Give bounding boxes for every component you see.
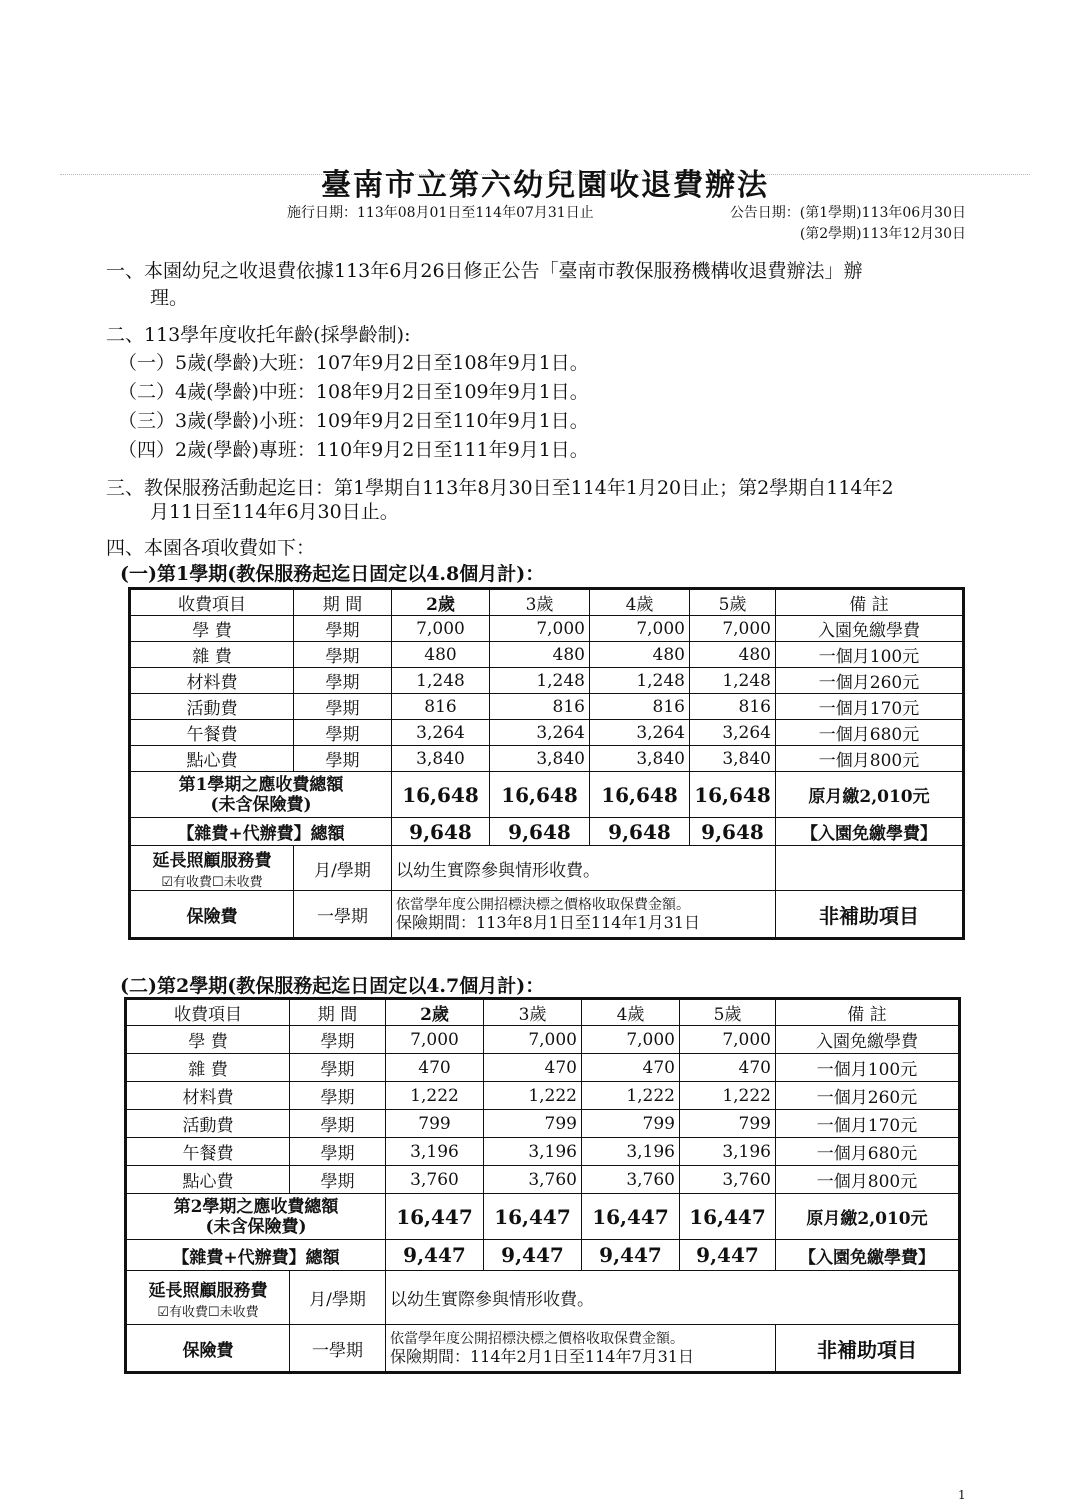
table-row	[130, 720, 964, 746]
header-cell: 4歲	[582, 999, 680, 1026]
header-cell: 5歲	[680, 999, 776, 1026]
fee-period: 學期	[294, 694, 392, 720]
fee-4yr: 1,248	[590, 668, 690, 694]
term2-fee-table	[124, 997, 961, 1374]
fee-2yr: 1,222	[386, 1082, 484, 1110]
fee-period: 學期	[290, 1166, 386, 1194]
table-header-row	[126, 999, 960, 1026]
fee-3yr: 799	[484, 1110, 582, 1138]
fee-item: 活動費	[130, 694, 294, 720]
total-5yr: 16,648	[690, 772, 776, 818]
fee-period: 學期	[290, 1082, 386, 1110]
table-row	[130, 668, 964, 694]
fee-2yr: 3,264	[392, 720, 490, 746]
fee-4yr: 799	[582, 1110, 680, 1138]
total-label-line2: (未含保險費)	[205, 1216, 307, 1237]
fee-5yr: 7,000	[690, 616, 776, 642]
table-row	[126, 1082, 960, 1110]
fee-item: 雜 費	[130, 642, 294, 668]
extended-care-row	[126, 1271, 960, 1325]
fee-3yr: 3,264	[490, 720, 590, 746]
header-cell: 備 註	[776, 999, 960, 1026]
fee-5yr: 3,760	[680, 1166, 776, 1194]
table-row	[130, 616, 964, 642]
section1-line2: 理。	[150, 287, 189, 309]
section4-head: 四、本園各項收費如下：	[106, 537, 316, 559]
insurance-row	[126, 1325, 960, 1373]
page-number: 1	[958, 1488, 966, 1502]
fee-period: 學期	[294, 746, 392, 772]
fee-2yr: 470	[386, 1054, 484, 1082]
fee-item: 雜 費	[126, 1054, 290, 1082]
section2-item: （四）2歲(學齡)專班：110年9月2日至111年9月1日。	[118, 439, 589, 461]
fee-period: 學期	[294, 642, 392, 668]
total-4yr: 16,648	[590, 772, 690, 818]
total-row	[130, 772, 964, 818]
total-3yr: 16,447	[484, 1194, 582, 1240]
section1-line1: 一、本園幼兒之收退費依據113年6月26日修正公告「臺南市教保服務機構收退費辦法」辦	[106, 260, 863, 282]
table-row	[126, 1026, 960, 1054]
fee-4yr: 480	[590, 642, 690, 668]
total-2yr: 16,648	[392, 772, 490, 818]
fee-5yr: 816	[690, 694, 776, 720]
table-row	[126, 1110, 960, 1138]
announce-date-term2: (第2學期)113年12月30日	[799, 226, 966, 242]
fee-5yr: 3,264	[690, 720, 776, 746]
misc-3yr: 9,648	[490, 818, 590, 846]
fee-3yr: 7,000	[484, 1026, 582, 1054]
insurance-row	[130, 891, 964, 939]
misc-2yr: 9,447	[386, 1240, 484, 1271]
table-row	[126, 1138, 960, 1166]
fee-3yr: 7,000	[490, 616, 590, 642]
fee-item: 學 費	[130, 616, 294, 642]
insurance-label: 保險費	[126, 1325, 290, 1373]
insurance-period: 一學期	[290, 1325, 386, 1373]
table-row	[130, 746, 964, 772]
header-cell: 收費項目	[130, 589, 294, 616]
fee-2yr: 3,196	[386, 1138, 484, 1166]
fee-note: 入園免繳學費	[776, 616, 964, 642]
extended-desc: 以幼生實際參與情形收費。	[386, 1271, 960, 1325]
fee-period: 學期	[290, 1054, 386, 1082]
fee-2yr: 3,760	[386, 1166, 484, 1194]
fee-2yr: 3,840	[392, 746, 490, 772]
misc-4yr: 9,447	[582, 1240, 680, 1271]
fee-2yr: 7,000	[392, 616, 490, 642]
extended-label-cell	[126, 1271, 290, 1325]
misc-2yr: 9,648	[392, 818, 490, 846]
fee-period: 學期	[290, 1138, 386, 1166]
fee-2yr: 816	[392, 694, 490, 720]
fee-3yr: 480	[490, 642, 590, 668]
fee-item: 活動費	[126, 1110, 290, 1138]
fee-note: 一個月100元	[776, 1054, 960, 1082]
extended-label: 延長照顧服務費	[152, 851, 272, 871]
extended-label: 延長照顧服務費	[148, 1280, 268, 1301]
fee-note: 一個月800元	[776, 746, 964, 772]
header-cell: 2歲	[392, 589, 490, 616]
header-cell: 4歲	[590, 589, 690, 616]
section3-line1: 三、教保服務活動起迄日：第1學期自113年8月30日至114年1月20日止；第2學期自114年2	[106, 477, 894, 499]
extended-checkbox: ☑有收費☐未收費	[157, 1304, 259, 1320]
fee-note: 一個月680元	[776, 720, 964, 746]
fee-4yr: 816	[590, 694, 690, 720]
header-cell: 期 間	[294, 589, 392, 616]
fee-item: 學 費	[126, 1026, 290, 1054]
fee-note: 一個月170元	[776, 694, 964, 720]
extended-period: 月/學期	[294, 846, 392, 891]
term2-heading: (二)第2學期(教保服務起迄日固定以4.7個月計)：	[120, 975, 545, 997]
effective-date: 施行日期：113年08月01日至114年07月31日止	[287, 205, 594, 221]
fee-5yr: 7,000	[680, 1026, 776, 1054]
page-title: 臺南市立第六幼兒園收退費辦法	[321, 168, 769, 203]
section3-line2: 月11日至114年6月30日止。	[150, 501, 399, 523]
fee-4yr: 7,000	[582, 1026, 680, 1054]
fee-5yr: 470	[680, 1054, 776, 1082]
term1-heading: (一)第1學期(教保服務起迄日固定以4.8個月計)：	[120, 563, 545, 585]
fee-5yr: 1,222	[680, 1082, 776, 1110]
fee-2yr: 1,248	[392, 668, 490, 694]
fee-period: 學期	[294, 668, 392, 694]
section2-item: （一）5歲(學齡)大班：107年9月2日至108年9月1日。	[118, 352, 589, 374]
fee-4yr: 470	[582, 1054, 680, 1082]
insurance-desc-line1: 依當學年度公開招標決標之價格收取保費金額。	[396, 897, 690, 913]
misc-5yr: 9,447	[680, 1240, 776, 1271]
header-cell: 2歲	[386, 999, 484, 1026]
insurance-desc-line2: 保險期間：114年2月1日至114年7月31日	[390, 1347, 694, 1366]
insurance-period: 一學期	[294, 891, 392, 939]
fee-5yr: 3,840	[690, 746, 776, 772]
section2-item: （三）3歲(學齡)小班：109年9月2日至110年9月1日。	[118, 410, 589, 432]
fee-2yr: 480	[392, 642, 490, 668]
announce-date-term1: 公告日期：(第1學期)113年06月30日	[729, 205, 966, 221]
fee-item: 午餐費	[126, 1138, 290, 1166]
misc-note: 【入園免繳學費】	[776, 1240, 960, 1271]
fee-3yr: 3,760	[484, 1166, 582, 1194]
extended-care-row	[130, 846, 964, 891]
fee-period: 學期	[290, 1026, 386, 1054]
total-5yr: 16,447	[680, 1194, 776, 1240]
header-cell: 3歲	[484, 999, 582, 1026]
misc-5yr: 9,648	[690, 818, 776, 846]
fee-2yr: 799	[386, 1110, 484, 1138]
total-label	[126, 1194, 386, 1240]
extended-label-cell	[130, 846, 294, 891]
term1-fee-table	[128, 587, 965, 940]
total-4yr: 16,447	[582, 1194, 680, 1240]
misc-note: 【入園免繳學費】	[776, 818, 964, 846]
fee-note: 入園免繳學費	[776, 1026, 960, 1054]
section2-head: 二、113學年度收托年齡(採學齡制):	[106, 324, 411, 346]
extended-period: 月/學期	[290, 1271, 386, 1325]
fee-4yr: 3,196	[582, 1138, 680, 1166]
total-note: 原月繳2,010元	[776, 772, 964, 818]
fee-period: 學期	[294, 616, 392, 642]
fee-3yr: 3,840	[490, 746, 590, 772]
fee-4yr: 3,840	[590, 746, 690, 772]
fee-note: 一個月800元	[776, 1166, 960, 1194]
fee-4yr: 7,000	[590, 616, 690, 642]
fee-item: 材料費	[130, 668, 294, 694]
extended-note	[776, 846, 964, 891]
header-cell: 收費項目	[126, 999, 290, 1026]
fee-5yr: 3,196	[680, 1138, 776, 1166]
fee-item: 材料費	[126, 1082, 290, 1110]
insurance-label: 保險費	[130, 891, 294, 939]
fee-4yr: 1,222	[582, 1082, 680, 1110]
insurance-note: 非補助項目	[776, 1325, 960, 1373]
total-note: 原月繳2,010元	[776, 1194, 960, 1240]
header-cell: 5歲	[690, 589, 776, 616]
misc-total-row	[126, 1240, 960, 1271]
insurance-desc-line2: 保險期間：113年8月1日至114年1月31日	[396, 913, 700, 932]
total-3yr: 16,648	[490, 772, 590, 818]
fee-item: 點心費	[130, 746, 294, 772]
fee-4yr: 3,760	[582, 1166, 680, 1194]
fee-3yr: 1,222	[484, 1082, 582, 1110]
misc-4yr: 9,648	[590, 818, 690, 846]
fee-5yr: 1,248	[690, 668, 776, 694]
fee-3yr: 1,248	[490, 668, 590, 694]
misc-3yr: 9,447	[484, 1240, 582, 1271]
header-cell: 期 間	[290, 999, 386, 1026]
fee-note: 一個月170元	[776, 1110, 960, 1138]
total-label-line1: 第1學期之應收費總額	[178, 774, 344, 795]
total-2yr: 16,447	[386, 1194, 484, 1240]
insurance-desc	[386, 1325, 776, 1373]
misc-label: 【雜費+代辦費】總額	[126, 1240, 386, 1271]
header-cell: 備 註	[776, 589, 964, 616]
fee-period: 學期	[294, 720, 392, 746]
misc-total-row	[130, 818, 964, 846]
fee-item: 午餐費	[130, 720, 294, 746]
insurance-desc-line1: 依當學年度公開招標決標之價格收取保費金額。	[390, 1331, 684, 1347]
section2-item: （二）4歲(學齡)中班：108年9月2日至109年9月1日。	[118, 381, 589, 403]
table-header-row	[130, 589, 964, 616]
fee-note: 一個月260元	[776, 668, 964, 694]
total-label-line2: (未含保險費)	[210, 794, 312, 815]
table-row	[126, 1166, 960, 1194]
fee-period: 學期	[290, 1110, 386, 1138]
fee-5yr: 480	[690, 642, 776, 668]
total-row	[126, 1194, 960, 1240]
fee-item: 點心費	[126, 1166, 290, 1194]
table-row	[130, 694, 964, 720]
table-row	[130, 642, 964, 668]
fee-note: 一個月100元	[776, 642, 964, 668]
table-row	[126, 1054, 960, 1082]
insurance-desc	[392, 891, 776, 939]
fee-3yr: 3,196	[484, 1138, 582, 1166]
fee-3yr: 816	[490, 694, 590, 720]
fee-4yr: 3,264	[590, 720, 690, 746]
fee-2yr: 7,000	[386, 1026, 484, 1054]
fee-note: 一個月260元	[776, 1082, 960, 1110]
total-label	[130, 772, 392, 818]
header-cell: 3歲	[490, 589, 590, 616]
insurance-note: 非補助項目	[776, 891, 964, 939]
fee-5yr: 799	[680, 1110, 776, 1138]
fee-note: 一個月680元	[776, 1138, 960, 1166]
extended-desc: 以幼生實際參與情形收費。	[392, 846, 776, 891]
extended-checkbox: ☑有收費☐未收費	[161, 875, 263, 890]
misc-label: 【雜費+代辦費】總額	[130, 818, 392, 846]
fee-3yr: 470	[484, 1054, 582, 1082]
total-label-line1: 第2學期之應收費總額	[173, 1196, 339, 1217]
